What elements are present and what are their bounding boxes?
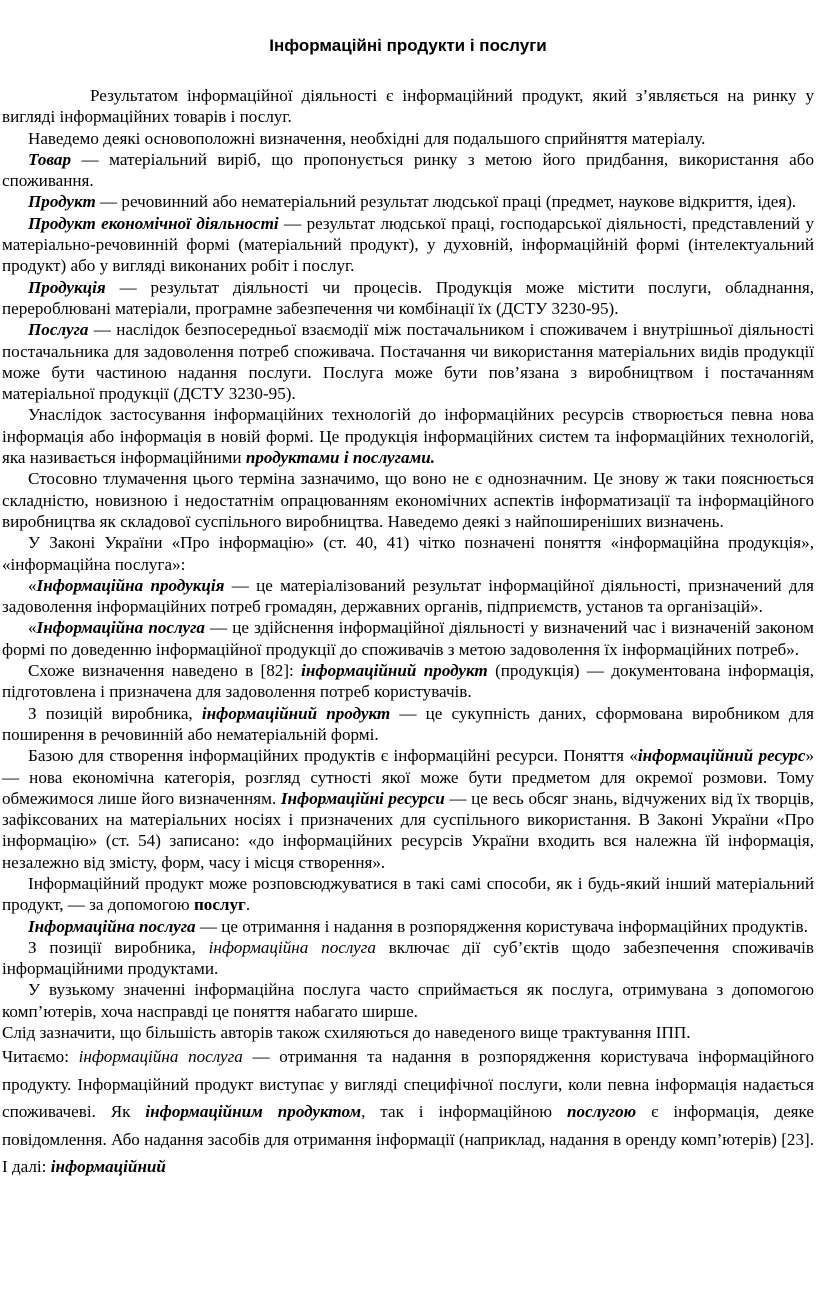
paragraph <box>2 468 814 532</box>
paragraph-text: Результатом інформаційної діяльності є інформаційний продукт, який з’являється на ринку у вигляді інформаційних товарів і послуг. <box>2 86 814 127</box>
paragraph <box>2 1022 814 1043</box>
paragraph <box>2 191 814 212</box>
paragraph-text: Інформаційний продукт може розповсюджуватися в такі самі способи, як і будь-який інший матеріальний продукт, — за допомогою <box>2 873 814 915</box>
paragraph-text: (продукція) — документована інформація, підготовлена і призначена для задоволення потреб користувачів. <box>2 661 814 702</box>
paragraph-text: З позиції виробника, <box>28 937 209 957</box>
paragraph-text: — це сукупність даних, сформована виробником для поширення в речовинній або нематеріальній формі. <box>2 703 814 744</box>
paragraph <box>2 149 814 192</box>
emphasized-term: інформаційний ресурс <box>637 746 806 766</box>
emphasized-term: Продукт <box>28 192 96 212</box>
paragraph-text: — це весь обсяг знань, відчужених від їх творців, зафіксованих на матеріальних носіях і призначених для суспільного використання. В Законі України «Про інформацію» (ст. 54) записано: «до інформаційних ресурсів України входить вся належна їй інформація, незалежно від змісту, форм, часу і місця створення». <box>2 788 814 872</box>
paragraph-text: включає дії суб’єктів щодо забезпечення споживачів інформаційними продуктами. <box>2 937 814 979</box>
paragraph-text: Стосовно тлумачення цього терміна зазначимо, що воно не є однозначним. Це знову ж таки пояснюється складністю, новизною і недостатнім опрацюванням економічних аспектів інформатизації та інформаційного виробництва як складової суспільного виробництва. Наведемо деякі з найпоширеніших визначень. <box>2 469 814 531</box>
paragraph-text: « <box>28 575 37 595</box>
emphasized-term: інформаційний продукт <box>201 703 391 723</box>
paragraph-text: — результат діяльності чи процесів. Продукція може містити послуги, обладнання, перероблювані матеріали, програмне забезпечення чи комбінації їх (ДСТУ 3230-95). <box>2 277 814 318</box>
emphasized-term: Товар <box>28 149 71 169</box>
emphasized-term: Продукт економічної діяльності <box>28 213 279 233</box>
paragraph <box>2 660 814 703</box>
paragraph-text: Унаслідок застосування інформаційних технологій до інформаційних ресурсів створюється певна нова інформація або інформація в новій формі. Це продукція інформаційних систем та інформаційних технологій, яка називається інформаційними <box>2 405 814 468</box>
paragraph-text: , так і інформаційною <box>361 1102 568 1122</box>
paragraph-text: З позицій виробника, <box>28 703 202 723</box>
paragraph <box>2 937 814 980</box>
paragraph-text: У Законі України «Про інформацію» (ст. 40, 41) чітко позначені поняття «інформаційна продукція», «інформаційна послуга»: <box>2 533 814 574</box>
paragraph-text: Базою для створення інформаційних продуктів є інформаційні ресурси. Поняття « <box>28 746 638 766</box>
emphasized-term: інформаційна послуга <box>208 937 376 957</box>
emphasized-term: Інформаційні ресурси <box>280 788 445 808</box>
emphasized-term: послугою <box>567 1102 637 1122</box>
emphasized-term: інформаційний <box>50 1157 166 1177</box>
paragraph-text: — результат людської праці, господарської діяльності, представлений у матеріально-речовинній формі (матеріальний продукт), у духовній, інформаційній формі (інтелектуальний продукт) або у вигляді виконаних робіт і послуг. <box>2 213 815 276</box>
emphasized-term: Інформаційна послуга <box>28 916 196 936</box>
emphasized-term: інформаційний продукт <box>301 661 488 681</box>
emphasized-term: послуг <box>193 895 246 915</box>
paragraph-text: — отримання та надання в розпорядження користувача інформаційного продукту. Інформаційний продукт виступає у вигляді специфічної послуги, коли певна інформація надається споживачеві. Як <box>2 1047 815 1122</box>
paragraph <box>2 703 814 746</box>
paragraph-text: — матеріальний виріб, що пропонується ринку з метою його придбання, використання або споживання. <box>2 149 814 191</box>
emphasized-term: продуктами і послугами. <box>245 448 435 468</box>
paragraph-text: — речовинний або нематеріальний результат людської праці (предмет, наукове відкриття, ідея). <box>95 192 797 212</box>
paragraph-text: У вузькому значенні інформаційна послуга часто сприймається як послуга, отримувана з допомогою комп’ютерів, хоча насправді це поняття набагато ширше. <box>2 980 814 1021</box>
paragraph-text: » — нова економічна категорія, розгляд сутності якої може бути предметом для окремої розмови. Тому обмежимося лише його визначенням. <box>2 746 814 808</box>
paragraph <box>2 1043 814 1181</box>
paragraph <box>2 575 814 618</box>
paragraph-text: Схоже визначення наведено в [82]: <box>28 661 302 681</box>
paragraph <box>2 404 814 468</box>
paragraph <box>2 979 814 1022</box>
document-body <box>2 85 814 1181</box>
paragraph <box>2 532 814 575</box>
emphasized-term: Продукція <box>28 277 106 297</box>
paragraph-text: « <box>28 618 37 638</box>
emphasized-term: Інформаційна послуга <box>36 618 205 638</box>
paragraph-text: — це здійснення інформаційної діяльності у визначений час і визначеній законом формі по доведенню інформаційної продукції до споживачів з метою задоволення їх інформаційних потреб». <box>2 618 814 659</box>
paragraph <box>2 128 814 149</box>
page-title: Інформаційні продукти і послуги <box>269 36 547 55</box>
paragraph-text: — це отримання і надання в розпорядження користувача інформаційних продуктів. <box>195 916 808 936</box>
paragraph <box>2 873 814 916</box>
paragraph-text: . <box>245 895 251 915</box>
paragraph <box>2 745 814 873</box>
paragraph <box>2 617 814 660</box>
paragraph-text: є інформація, деяке повідомлення. Або надання засобів для отримання інформації (наприклад, надання в оренду комп’ютерів) [23]. І далі: <box>2 1102 814 1177</box>
paragraph-text: Наведемо деякі основоположні визначення, необхідні для подальшого сприйняття матеріалу. <box>28 128 706 148</box>
paragraph-text: Слід зазначити, що більшість авторів також схиляються до наведеного вище трактування ІПП. <box>2 1023 691 1043</box>
emphasized-term: Послуга <box>28 320 89 340</box>
paragraph-text: Читаємо: <box>2 1047 79 1067</box>
paragraph <box>2 277 814 320</box>
paragraph <box>2 213 814 277</box>
paragraph <box>2 916 814 937</box>
paragraph-text: — наслідок безпосередньої взаємодії між постачальником і споживачем і внутрішньої діяльності постачальника для задоволення потреб споживача. Постачання чи використання матеріальних видів продукції може бути частиною надання послуги. Послуга може бути пов’язана з виробництвом і постачанням матеріальної продукції (ДСТУ 3230-95). <box>2 320 814 404</box>
emphasized-term: Інформаційна продукція <box>36 575 225 595</box>
emphasized-term: інформаційна послуга <box>78 1047 243 1067</box>
paragraph <box>2 319 814 404</box>
paragraph <box>2 85 814 128</box>
emphasized-term: інформаційним продуктом <box>145 1102 362 1122</box>
paragraph-text: — це матеріалізований результат інформаційної діяльності, призначений для задоволення інформаційних потреб громадян, державних органів, підприємств, установ та організацій». <box>2 575 814 617</box>
